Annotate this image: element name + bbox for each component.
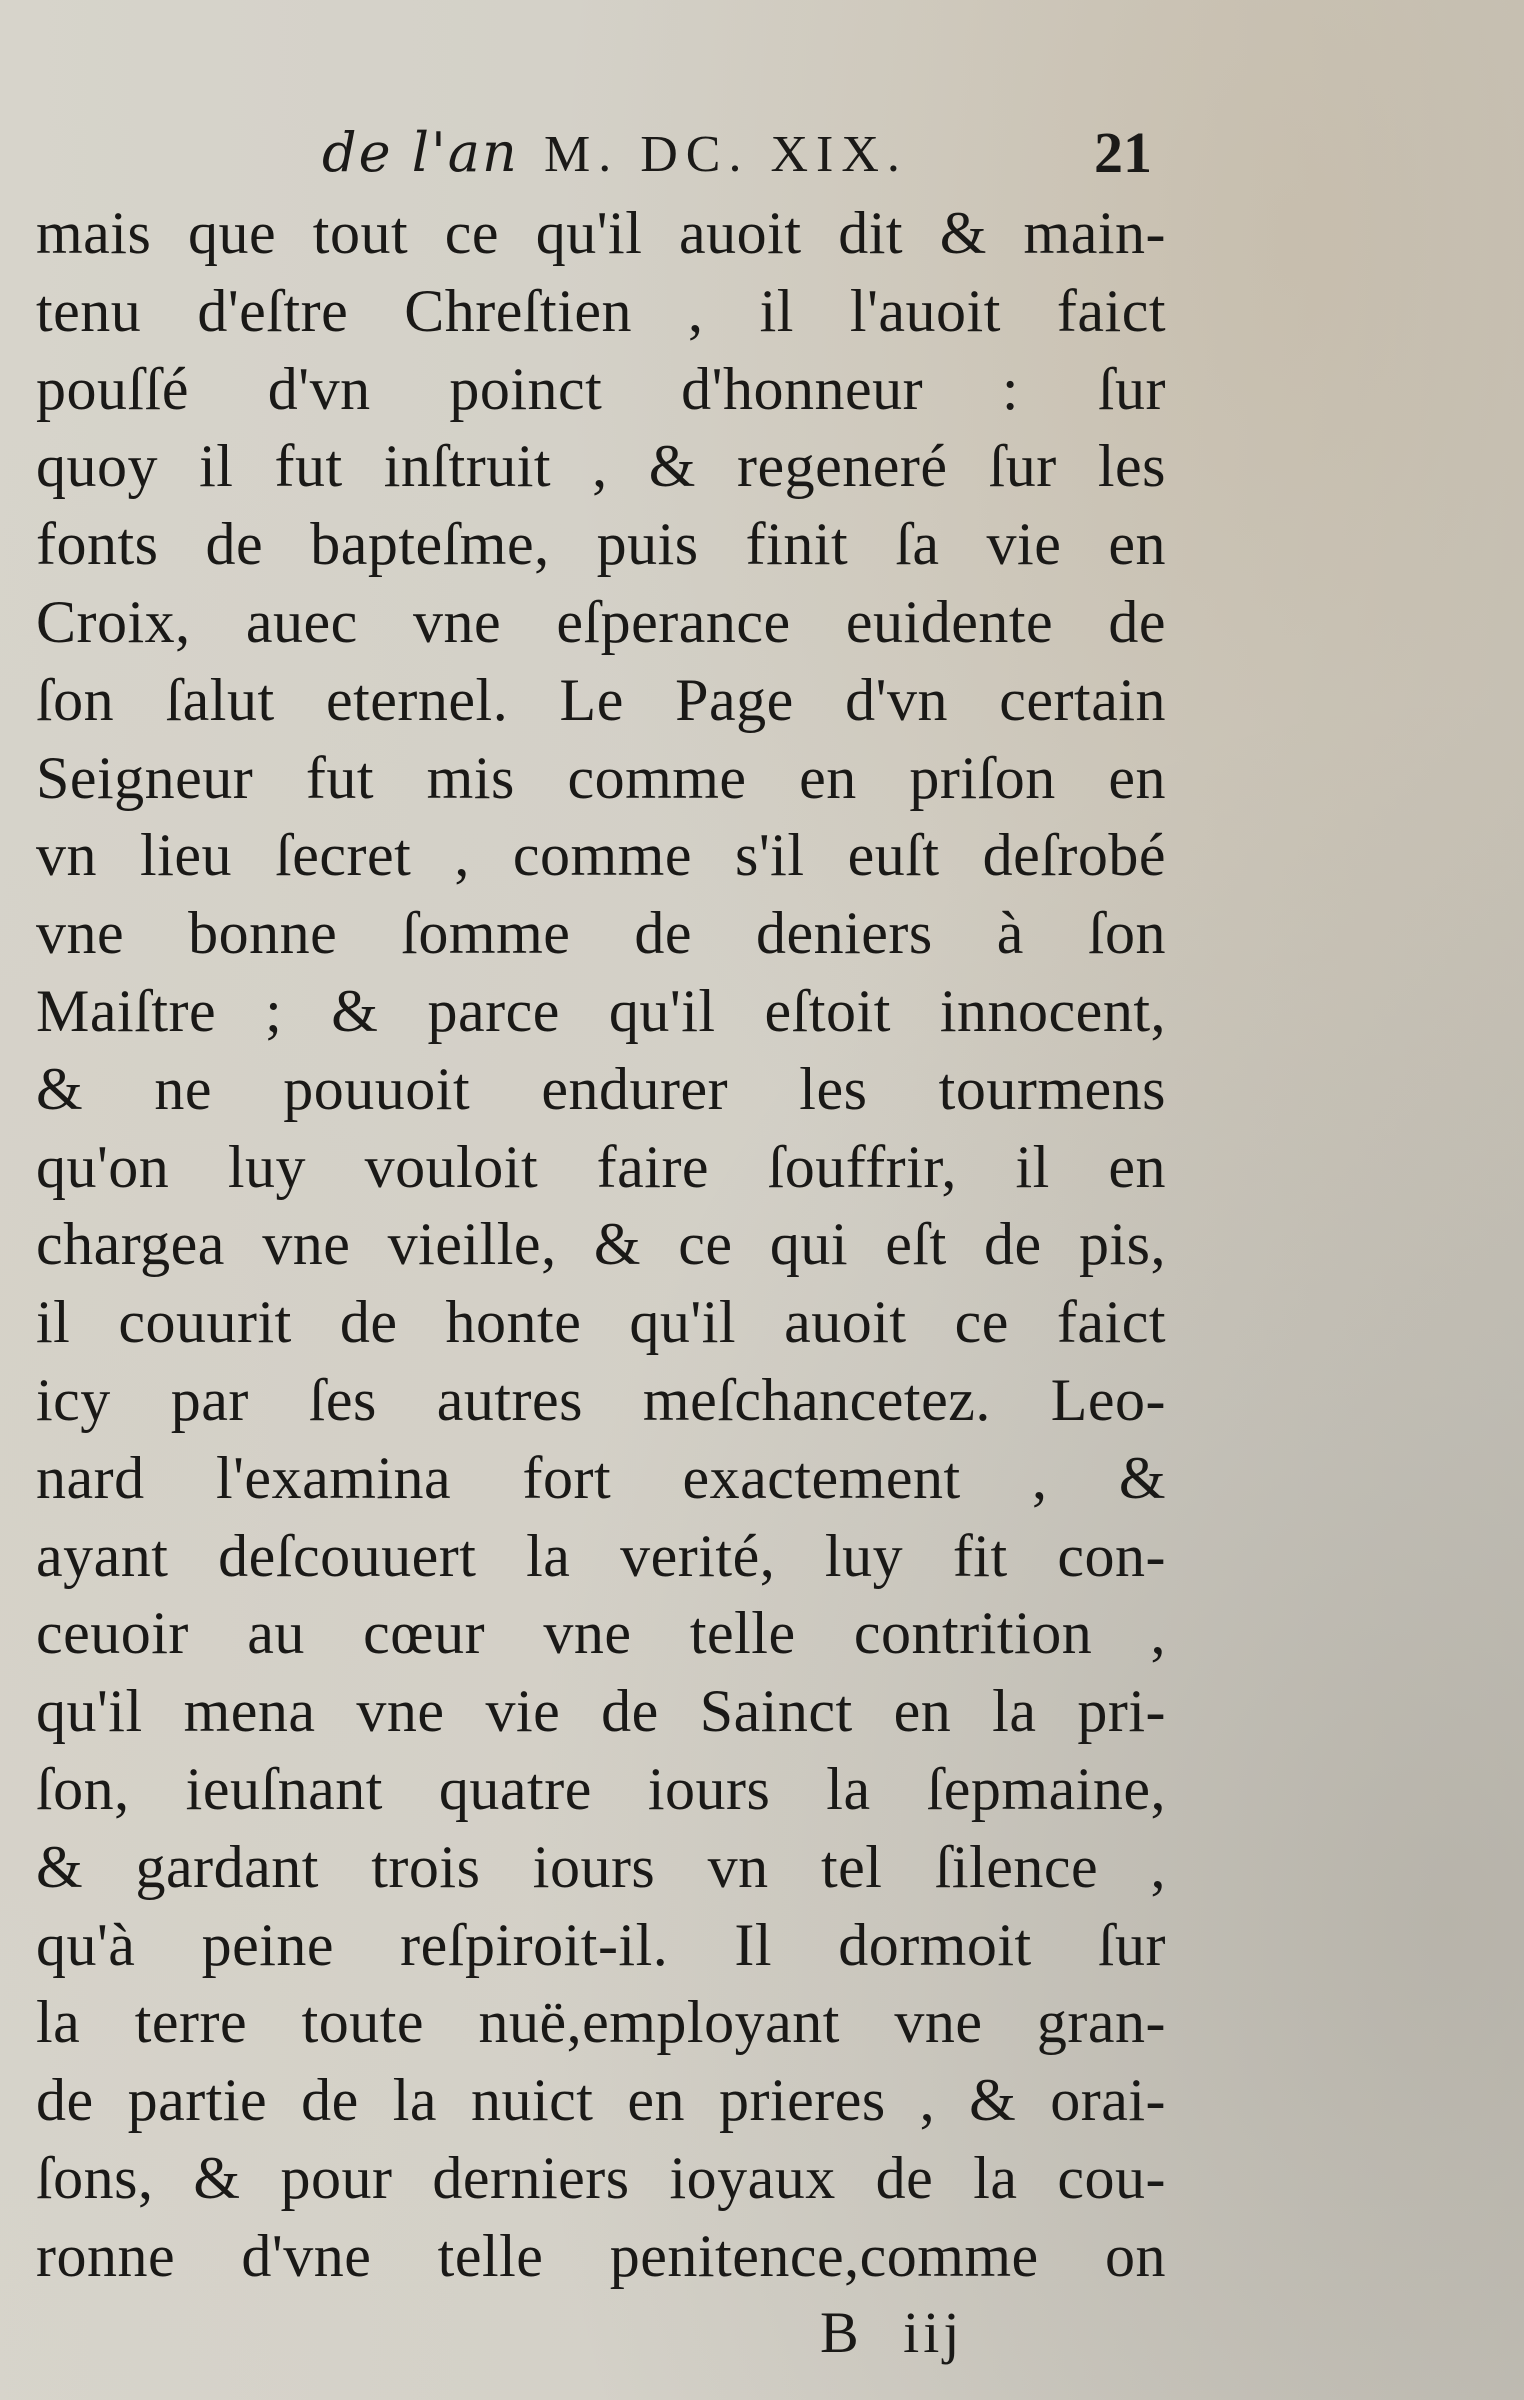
text-line: vne bonne ſomme de deniers à ſon bbox=[36, 900, 1166, 967]
text-line: quoy il fut inſtruit , & regeneré ſur les bbox=[36, 433, 1166, 500]
text-line: ſon ſalut eternel. Le Page d'vn certain bbox=[36, 666, 1166, 733]
text-line: la terre toute nuë,employant vne gran- bbox=[36, 1989, 1166, 2056]
text-line: nard l'examina fort exactement , & bbox=[36, 1444, 1166, 1511]
signature-mark: B iij bbox=[820, 2300, 964, 2365]
text-line: Croix, auec vne eſperance euidente de bbox=[36, 588, 1166, 655]
text-line: fonts de bapteſme, puis finit ſa vie en bbox=[36, 511, 1166, 578]
running-head bbox=[0, 118, 1524, 198]
page-number: 21 bbox=[1094, 120, 1152, 185]
text-line: qu'il mena vne vie de Sainct en la pri- bbox=[36, 1678, 1166, 1745]
running-head-title: de l'an bbox=[322, 121, 519, 184]
text-line: qu'à peine reſpiroit-il. Il dormoit ſur bbox=[36, 1911, 1166, 1978]
text-line: mais que tout ce qu'il auoit dit & main- bbox=[36, 200, 1166, 266]
text-line: de partie de la nuict en prieres , & orai- bbox=[36, 2067, 1166, 2134]
text-line: icy par ſes autres meſchancetez. Leo- bbox=[36, 1366, 1166, 1433]
body-text bbox=[36, 195, 1166, 2296]
text-line: chargea vne vieille, & ce qui eſt de pis, bbox=[36, 1211, 1166, 1278]
text-line: qu'on luy vouloit faire ſouffrir, il en bbox=[36, 1133, 1166, 1200]
text-line: ronne d'vne telle penitence,comme on bbox=[36, 2222, 1166, 2289]
text-line: ſon, ieuſnant quatre iours la ſepmaine, bbox=[36, 1755, 1166, 1822]
text-line: il couurit de honte qu'il auoit ce faict bbox=[36, 1289, 1166, 1356]
text-line: tenu d'eſtre Chreſtien , il l'auoit faict bbox=[36, 277, 1166, 344]
text-line: ceuoir au cœur vne telle contrition , bbox=[36, 1600, 1166, 1667]
text-line: vn lieu ſecret , comme s'il euſt deſrobé bbox=[36, 822, 1166, 889]
text-line: & ne pouuoit endurer les tourmens bbox=[36, 1055, 1166, 1122]
text-line: & gardant trois iours vn tel ſilence , bbox=[36, 1833, 1166, 1900]
running-head-year: M. DC. XIX. bbox=[544, 126, 908, 183]
text-line: ſons, & pour derniers ioyaux de la cou- bbox=[36, 2144, 1166, 2211]
text-line: Maiſtre ; & parce qu'il eſtoit innocent, bbox=[36, 977, 1166, 1044]
text-line: ayant deſcouuert la verité, luy fit con- bbox=[36, 1522, 1166, 1589]
text-line: pouſſé d'vn poinct d'honneur : ſur bbox=[36, 355, 1166, 422]
text-line: Seigneur fut mis comme en priſon en bbox=[36, 744, 1166, 811]
